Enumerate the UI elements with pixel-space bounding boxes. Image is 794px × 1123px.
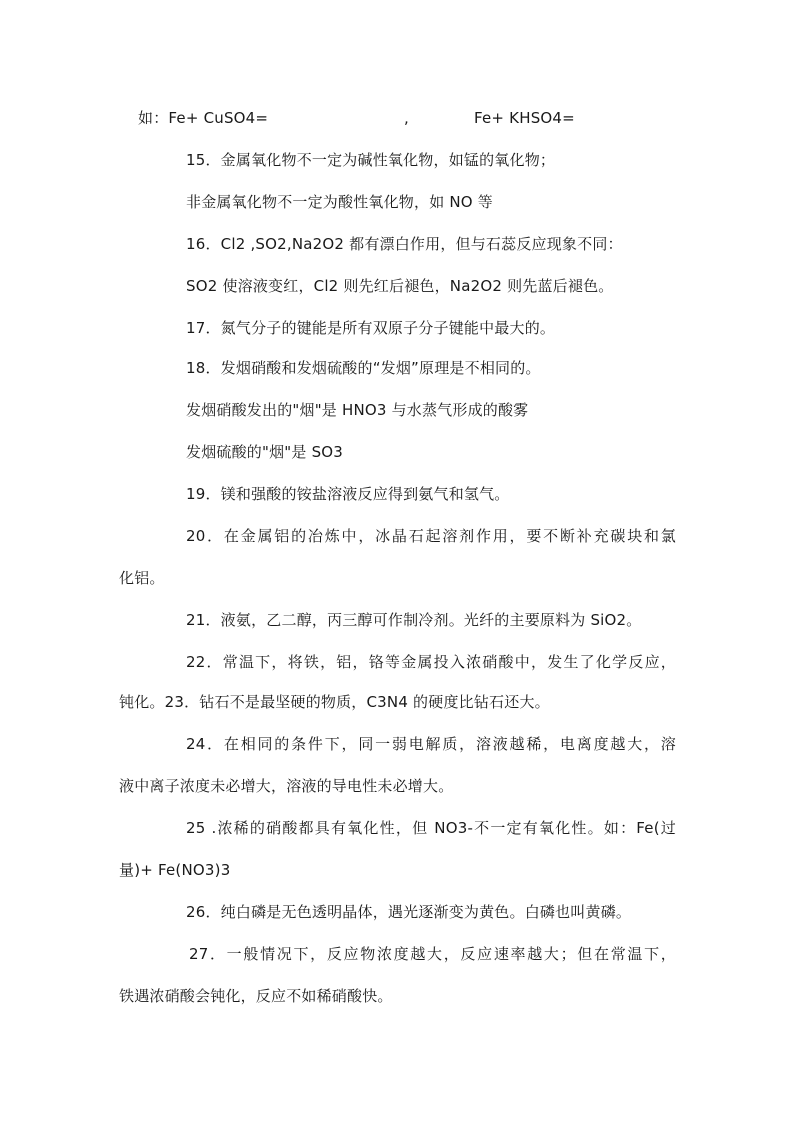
item-18: 18．发烟硝酸和发烟硫酸的“发烟”原理是不相同的。 (186, 359, 541, 377)
equation-fe-khso4: Fe+ KHSO4= (474, 109, 575, 127)
item-25-continued: 量)+ Fe(NO3)3 (119, 861, 231, 879)
item-24: 24．在相同的条件下，同一弱电解质，溶液越稀，电离度越大，溶 (186, 735, 676, 753)
item-22: 22．常温下，将铁，铝，铬等金属投入浓硝酸中，发生了化学反应， (186, 653, 676, 671)
item-26: 26．纯白磷是无色透明晶体，遇光逐渐变为黄色。白磷也叫黄磷。 (186, 903, 632, 921)
item-18-detail-2: 发烟硫酸的"烟"是 SO3 (186, 443, 344, 461)
item-15: 15．金属氧化物不一定为碱性氧化物，如锰的氧化物； (186, 151, 556, 169)
item-25: 25 .浓稀的硝酸都具有氧化性，但 NO3-不一定有氧化性。如：Fe(过 (186, 819, 676, 837)
item-27-continued: 铁遇浓硝酸会钝化，反应不如稀硝酸快。 (119, 987, 393, 1005)
item-20: 20．在金属铝的冶炼中，冰晶石起溶剂作用，要不断补充碳块和氯 (186, 527, 676, 545)
item-19: 19．镁和强酸的铵盐溶液反应得到氨气和氢气。 (186, 485, 510, 503)
item-21: 21．液氨，乙二醇，丙三醇可作制冷剂。光纤的主要原料为 SiO2。 (186, 611, 642, 629)
item-20-continued: 化铝。 (119, 569, 165, 587)
item-16-continued: SO2 使溶液变红，Cl2 则先红后褪色，Na2O2 则先蓝后褪色。 (186, 277, 614, 295)
item-27: 27．一般情况下，反应物浓度越大，反应速率越大；但在常温下， (189, 945, 676, 963)
item-22-continued-item-23: 钝化。23．钻石不是最坚硬的物质，C3N4 的硬度比钻石还大。 (119, 693, 550, 711)
item-15-continued: 非金属氧化物不一定为酸性氧化物，如 NO 等 (186, 193, 493, 211)
equation-fe-cuso4: 如：Fe+ CuSO4= (138, 109, 269, 127)
comma-separator: , (404, 109, 409, 127)
item-16: 16．Cl2 ,SO2,Na2O2 都有漂白作用，但与石蕊反应现象不同： (186, 235, 623, 253)
item-24-continued: 液中离子浓度未必增大，溶液的导电性未必增大。 (119, 777, 454, 795)
item-18-detail-1: 发烟硝酸发出的"烟"是 HNO3 与水蒸气形成的酸雾 (186, 401, 529, 419)
item-17: 17．氮气分子的键能是所有双原子分子键能中最大的。 (186, 319, 556, 337)
